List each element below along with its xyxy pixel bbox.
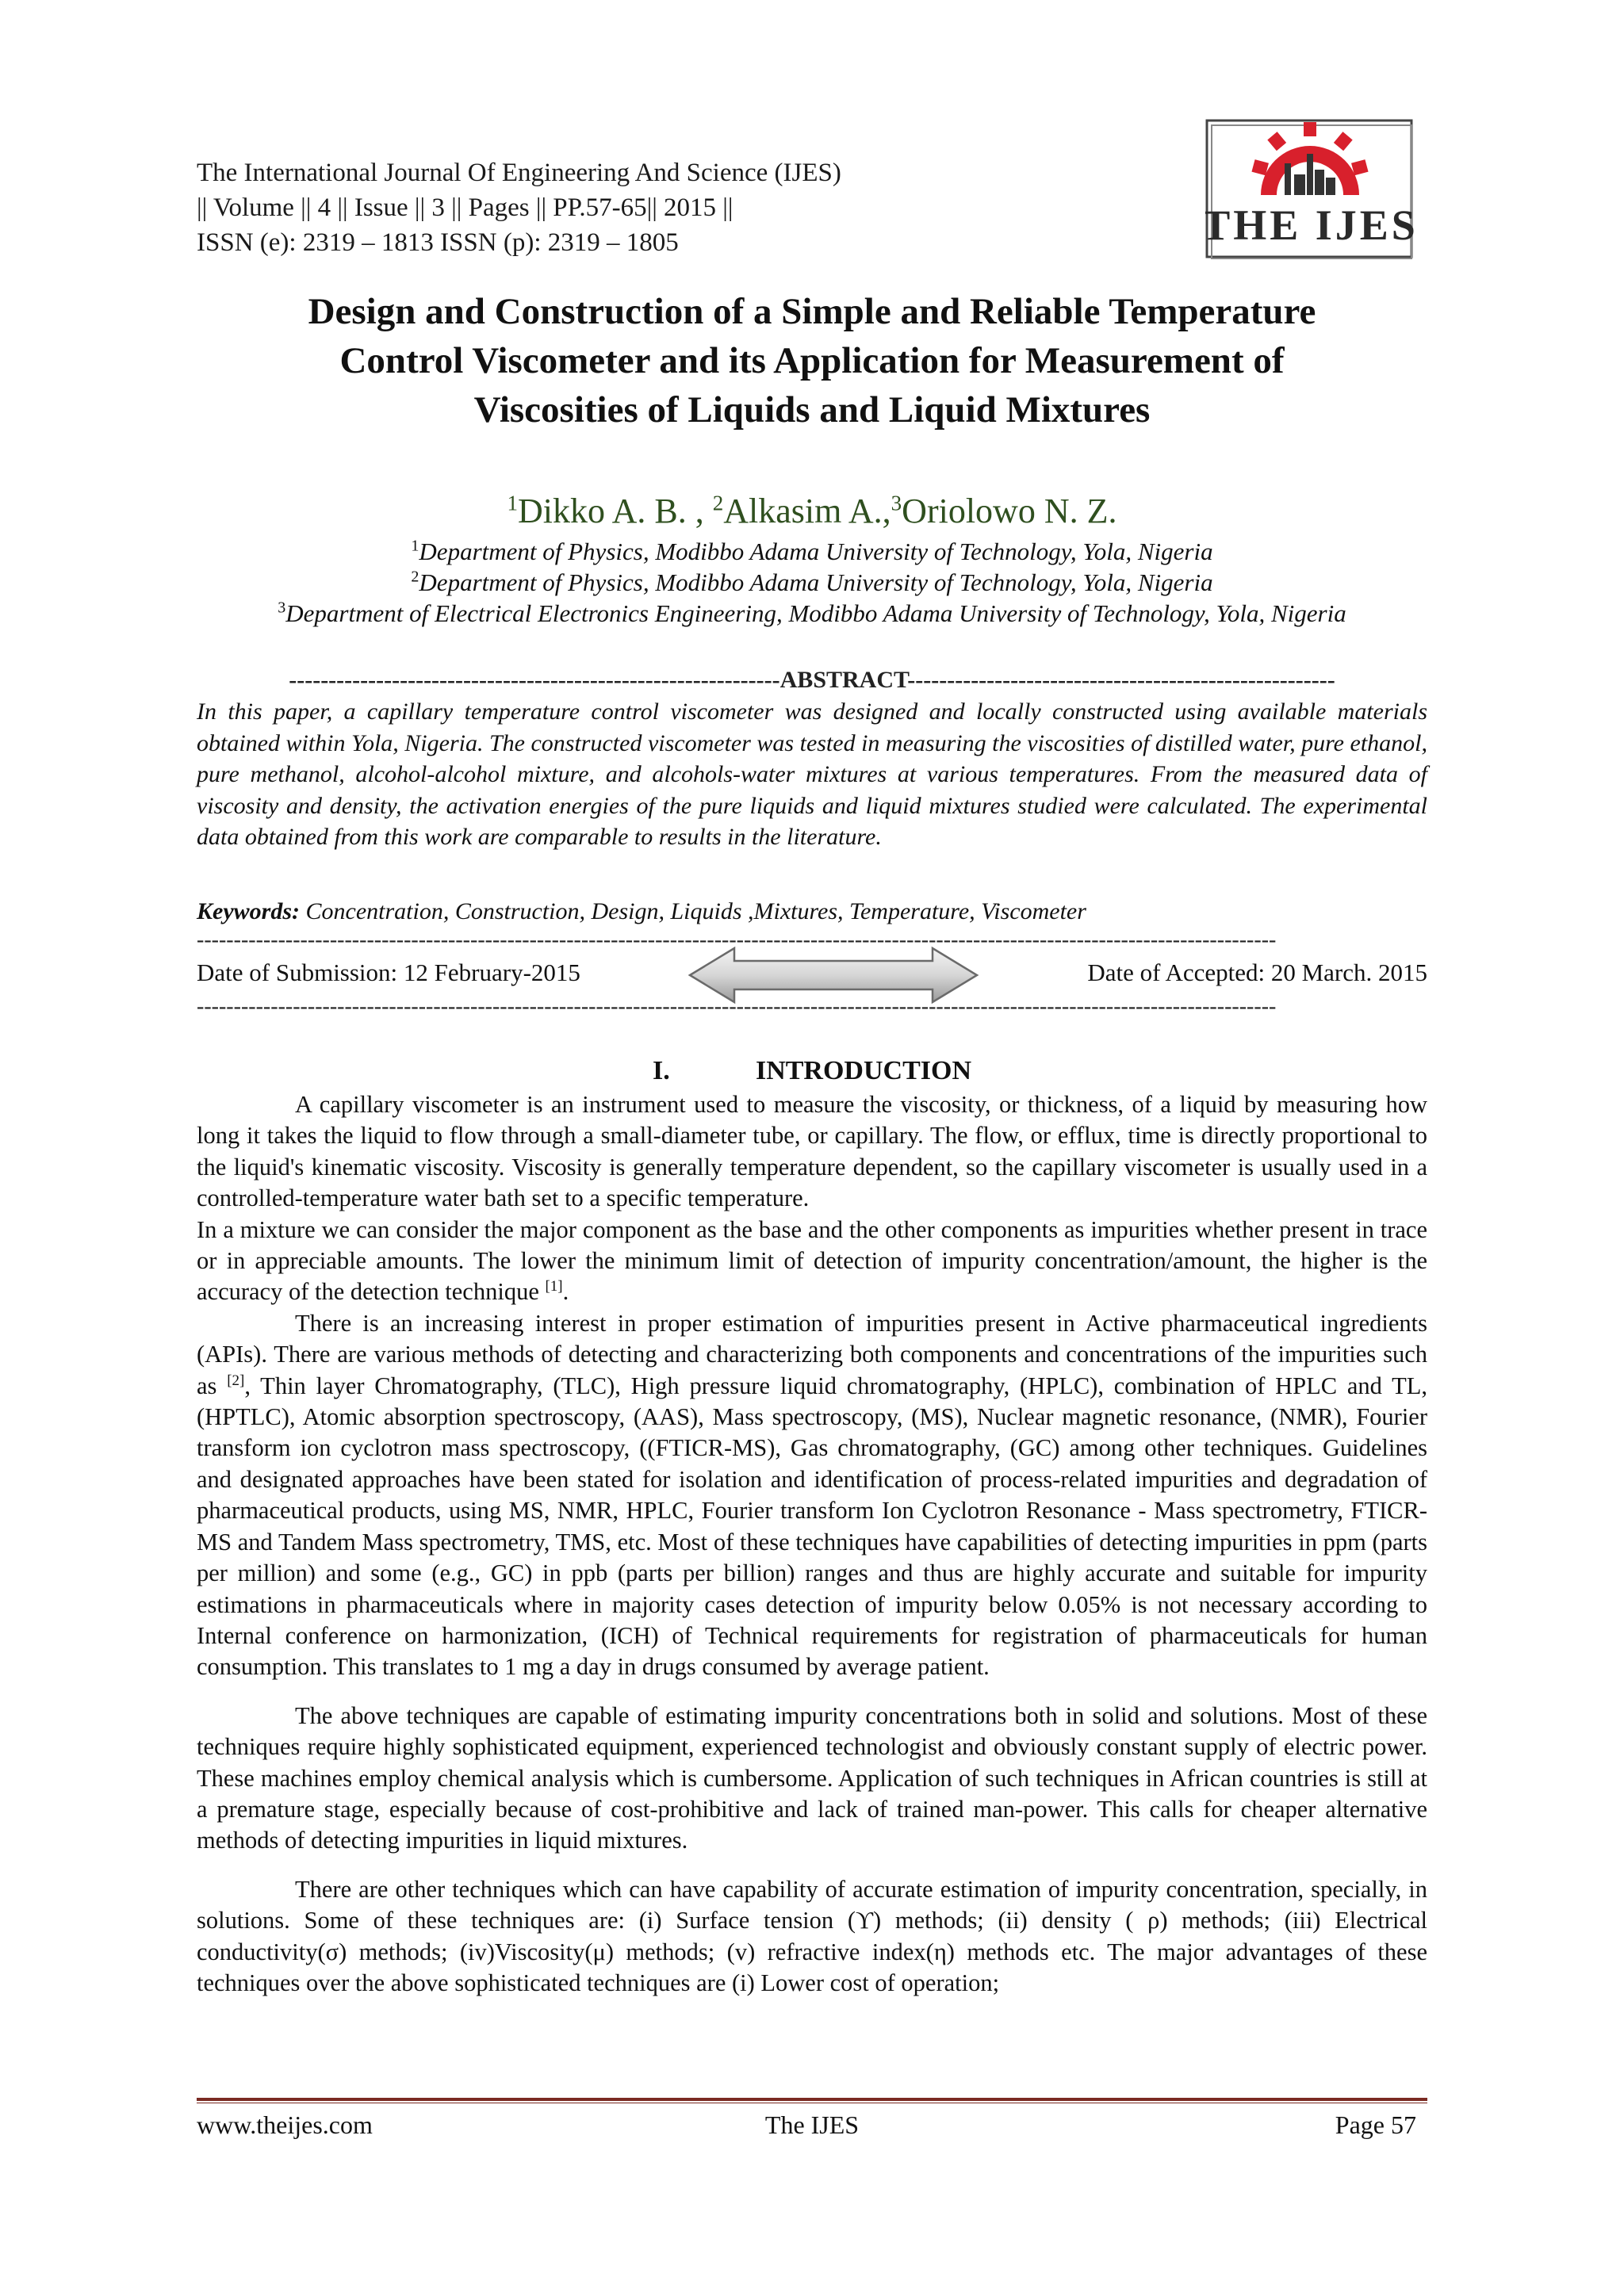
affiliation-list <box>143 536 1481 629</box>
abstract-text: In this paper, a capillary temperature control viscometer was designed and locally constructed using available materials obtained within Yola, Nigeria. The constructed viscometer was tested in measuring the viscosities of distilled water, pure ethanol, pure methanol, alcohol-alcohol mixture, and alcohols-water mixtures at various temperatures. From the measured data of viscosity and density, the activation energies of the pure liquids and liquid mixtures studied were calculated. The experimental data obtained from this work are comparable to results in the literature. <box>197 698 1427 851</box>
citation: [2] <box>227 1372 245 1389</box>
paper-title <box>143 287 1481 434</box>
paragraph: There is an increasing interest in proper estimation of impurities present in Active pharmaceutical ingredients (APIs). There are various methods of detecting and characterizing both components and concentrations of the impurities such as [2], Thin layer Chromatography, (TLC), High pressure liquid chromatography, (HPLC), combination of HPLC and TL, (HPTLC), Atomic absorption spectroscopy, (AAS), Mass spectroscopy, (MS), Nuclear magnetic resonance, (NMR), Fourier transform ion cyclotron mass spectroscopy, ((FTICR-MS), Gas chromatography, (GC) among other techniques. Guidelines and designated approaches have been stated for isolation and identification of process-related impurities and degradation of pharmaceutical products, using MS, NMR, HPLC, Fourier transform Ion Cyclotron Resonance - Mass spectrometry, FTICR-MS and Tandem Mass spectrometry, TMS, etc. Most of these techniques have capabilities of detecting impurities in ppm (parts per million) and some (e.g., GC) in ppb (parts per billion) ranges and thus are highly accurate and suitable for impurity estimations in pharmaceuticals where in majority cases detection of impurity below 0.05% is not necessary according to Internal conference on harmonization, (ICH) of Technical requirements for registration of pharmaceuticals for human consumption. This translates to 1 mg a day in drugs consumed by average patient. <box>197 1309 1427 1681</box>
author-sup: 1 <box>507 491 519 515</box>
affiliation: $^2$Department of Physics, Modibbo Adama University of Technology, Yola, Nigeria <box>411 568 1213 596</box>
author-name: Alkasim A., <box>723 492 891 530</box>
citation: [1] <box>545 1278 563 1295</box>
paragraph: The above techniques are capable of estimating impurity concentrations both in solid and solutions. Most of these techniques require highly sophisticated equipment, experienced technologist and obviously constant supply of electric power. These machines employ chemical analysis which is cumbersome. Application of such techniques in African countries is still at a premature stage, especially because of cost-prohibitive and lack of trained man-power. This calls for cheaper alternative methods of detecting impurities in liquid mixtures. <box>197 1701 1427 1854</box>
keywords-list: Concentration, Construction, Design, Liquids ,Mixtures, Temperature, Viscometer <box>300 898 1086 924</box>
divider: -------------------------------------------------------------------------------------------------------------------------------------------------- <box>197 928 1277 952</box>
affiliation: $^1$Department of Physics, Modibbo Adama University of Technology, Yola, Nigeria <box>411 537 1213 565</box>
journal-name: The International Journal Of Engineering And Science (IJES) <box>197 159 841 187</box>
footer-website: www.theijes.com <box>197 2110 373 2139</box>
author-sup: 3 <box>891 491 902 515</box>
author-list <box>143 488 1481 534</box>
title-line: Viscosities of Liquids and Liquid Mixtures <box>473 389 1151 430</box>
affiliation: $^3$Department of Electrical Electronics Engineering, Modibbo Adama University of Technology, Yola, Nigeria <box>278 599 1346 627</box>
logo-text: THE IJES <box>1205 201 1415 249</box>
divider: -------------------------------------------------------------------------------------------------------------------------------------------------- <box>197 994 1277 1019</box>
divider-dashes: ------------------------------------------------------ <box>907 668 1335 693</box>
paragraph: There are other techniques which can have capability of accurate estimation of impurity concentration, specially, in solutions. Some of these techniques are: (i) Surface tension (ϒ) methods; (ii) density ( ρ) methods; (iii) Electrical conductivity(σ) methods; (iv)Viscosity(μ) methods; (v) refractive index(η) methods etc. The major advantages of these techniques over the above sophisticated techniques are (i) Lower cost of operation; <box>197 1875 1427 1996</box>
abstract-heading-line <box>197 668 1427 693</box>
journal-volume: || Volume || 4 || Issue || 3 || Pages || PP.57-65|| 2015 || <box>197 193 733 222</box>
keywords-label: Keywords: <box>197 898 300 924</box>
footer-rule <box>197 2098 1427 2101</box>
accepted-date: Date of Accepted: 20 March. 2015 <box>1087 959 1427 986</box>
section-heading <box>197 1054 1427 1088</box>
body-text <box>197 1089 1427 1999</box>
journal-issn: ISSN (e): 2319 – 1813 ISSN (p): 2319 – 1805 <box>197 228 679 257</box>
section-number: I. <box>652 1056 670 1085</box>
divider-dashes: -------------------------------------------------------------- <box>289 668 780 693</box>
paragraph: In a mixture we can consider the major component as the base and the other components as impurities whether present in trace or in appreciable amounts. The lower the minimum limit of detection of impurity concentration/amount, the higher is the accuracy of the detection technique [1]. <box>197 1215 1427 1306</box>
page-number: Page 57 <box>1335 2110 1416 2139</box>
abstract-heading: ABSTRACT <box>779 668 908 693</box>
title-line: Control Viscometer and its Application for Measurement of <box>339 340 1285 381</box>
journal-header <box>197 155 1109 260</box>
author-name: Dikko A. B. , <box>518 492 713 530</box>
ijes-logo <box>1205 119 1415 260</box>
keywords <box>197 897 1427 927</box>
author-name: Oriolowo N. Z. <box>902 492 1117 530</box>
submission-date: Date of Submission: 12 February-2015 <box>197 959 580 986</box>
author-sup: 2 <box>712 491 724 515</box>
paragraph: A capillary viscometer is an instrument used to measure the viscosity, or thickness, of a liquid by measuring how long it takes the liquid to flow through a small-diameter tube, or capillary. The flow, or efflux, time is directly proportional to the liquid's kinematic viscosity. Viscosity is generally temperature dependent, so the capillary viscometer is usually used in a controlled-temperature water bath set to a specific temperature. <box>197 1091 1427 1212</box>
title-line: Design and Construction of a Simple and Reliable Temperature <box>308 291 1316 332</box>
gear-factory-icon <box>1205 119 1415 260</box>
footer-journal: The IJES <box>764 2110 860 2139</box>
section-title: INTRODUCTION <box>755 1056 972 1085</box>
